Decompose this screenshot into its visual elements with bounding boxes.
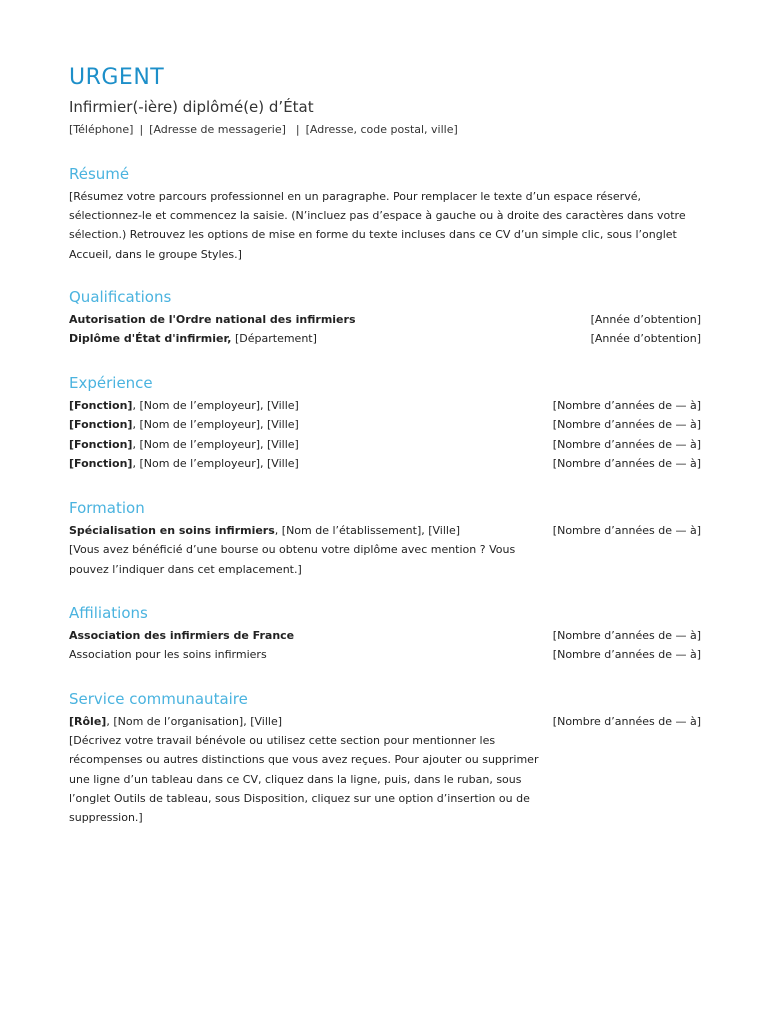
affiliation-title: Association des infirmiers de France [69, 628, 295, 642]
service-text: [Décrivez votre travail bénévole ou utilisez cette section pour mentionner les récompenses ou autres distinctions que vous avez reçues. Pour ajouter ou supprimer une ligne d’un tableau dans ce CV, cliquez dans la ligne, puis, dans le ruban, sous l’onglet Outils de tableau, sous Disposition, cliquez sur une option d’insertion ou de suppression.] [69, 734, 539, 825]
contact-address: [Adresse, code postal, ville] [305, 123, 458, 136]
affiliation-detail: Association pour les soins infirmiers [69, 648, 267, 662]
service-row [69, 712, 701, 828]
section-title-experience: Expérience [69, 373, 153, 392]
section-formation [69, 498, 701, 579]
qualification-year: [Année d’obtention] [590, 312, 701, 326]
service-years: [Nombre d’années de — à] [552, 714, 701, 728]
affiliation-row [69, 645, 701, 665]
section-resume [69, 164, 701, 264]
service-detail: , [Nom de l’organisation], [Ville] [106, 714, 283, 728]
formation-years: [Nombre d’années de — à] [552, 523, 701, 537]
affiliation-years: [Nombre d’années de — à] [552, 628, 701, 642]
experience-row [69, 435, 701, 455]
experience-row [69, 396, 701, 416]
contact-line [69, 123, 701, 137]
experience-detail: , [Nom de l’employeur], [Ville] [132, 398, 299, 412]
experience-years: [Nombre d’années de — à] [552, 437, 701, 451]
section-affiliations [69, 603, 701, 665]
formation-row [69, 521, 701, 579]
contact-phone: [Téléphone] [69, 123, 134, 136]
contact-separator: | [139, 123, 144, 136]
experience-years: [Nombre d’années de — à] [552, 398, 701, 412]
resume-name: URGENT [69, 65, 165, 90]
experience-row [69, 454, 701, 474]
section-title-qualifications: Qualifications [69, 287, 172, 306]
qualification-detail: [Département] [231, 332, 317, 346]
affiliation-row [69, 626, 701, 646]
qualification-title: Diplôme d'État d'infirmier, [69, 332, 232, 346]
experience-row [69, 415, 701, 435]
experience-detail: , [Nom de l’employeur], [Ville] [132, 437, 299, 451]
experience-detail: , [Nom de l’employeur], [Ville] [132, 418, 299, 432]
contact-separator: | [295, 123, 300, 136]
qualification-row [69, 329, 701, 349]
experience-years: [Nombre d’années de — à] [552, 457, 701, 471]
experience-detail: , [Nom de l’employeur], [Ville] [132, 457, 299, 471]
formation-title: Spécialisation en soins infirmiers [69, 523, 275, 537]
qualification-row [69, 310, 701, 330]
experience-role: [Fonction] [69, 398, 133, 412]
section-title-formation: Formation [69, 498, 145, 517]
contact-email: [Adresse de messagerie] [149, 123, 286, 136]
section-experience [69, 373, 701, 474]
experience-years: [Nombre d’années de — à] [552, 418, 701, 432]
section-qualifications [69, 287, 701, 349]
qualification-year: [Année d’obtention] [590, 332, 701, 346]
section-service [69, 689, 701, 828]
section-title-resume: Résumé [69, 165, 130, 183]
affiliation-years: [Nombre d’années de — à] [552, 648, 701, 662]
experience-role: [Fonction] [69, 418, 133, 432]
experience-role: [Fonction] [69, 457, 133, 471]
section-title-affiliations: Affiliations [69, 603, 148, 622]
service-role: [Rôle] [69, 714, 107, 728]
experience-role: [Fonction] [69, 437, 133, 451]
section-title-service: Service communautaire [69, 689, 248, 708]
resume-text: [Résumez votre parcours professionnel en un paragraphe. Pour remplacer le texte d’un espace réservé, sélectionnez-le et commencez la saisie. (N’incluez pas d’espace à gauche ou à droite des caractères dans votre sélection.) Retrouvez les options de mise en forme du texte incluses dans ce CV d’un simple clic, sous l’onglet Accueil, dans le groupe Styles.] [69, 190, 686, 261]
formation-text: [Vous avez bénéficié d’une bourse ou obtenu votre diplôme avec mention ? Vous pouvez l’indiquer dans cet emplacement.] [69, 543, 516, 576]
qualification-title: Autorisation de l'Ordre national des infirmiers [69, 312, 356, 326]
formation-detail: , [Nom de l’établissement], [Ville] [274, 523, 461, 537]
resume-subtitle: Infirmier(-ière) diplômé(e) d’État [69, 98, 314, 116]
